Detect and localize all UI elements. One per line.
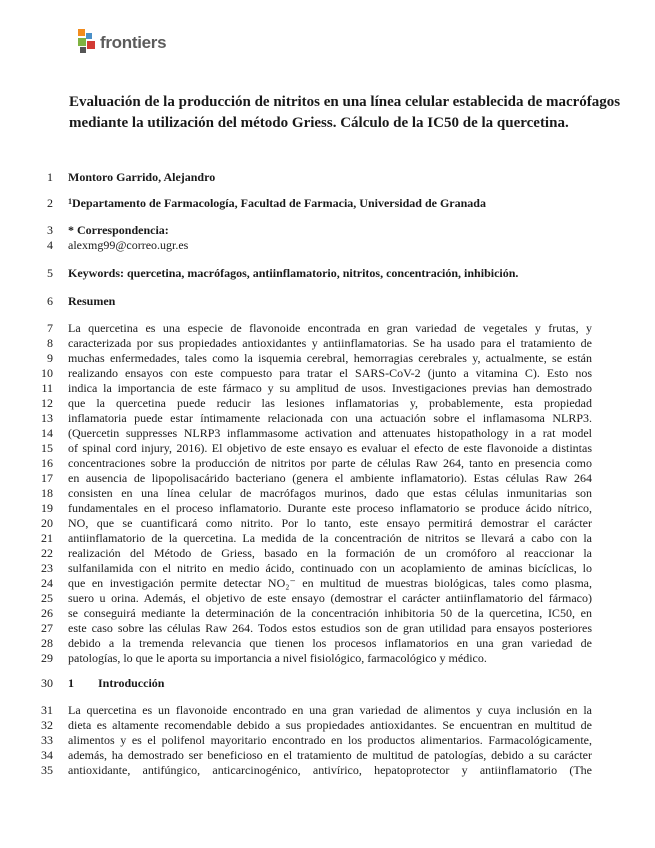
line-number: 8 (47, 336, 53, 350)
abstract-line: en ausencia de lipopolisacárido bacteriano (genera el ambiente inflamatorio). Estas células Raw 264 (68, 471, 592, 485)
abstract-line: of spinal cord injury, 2016). El objetivo de este ensayo es evaluar el efecto de este flavonoide a distintas (68, 441, 592, 455)
line-number: 30 (41, 676, 53, 690)
abstract-line: este caso sobre las células Raw 264. Todos estos estudios son de gran utilidad para ensayos posteriores (68, 621, 592, 635)
line-number: 12 (41, 396, 53, 410)
line-number: 19 (41, 501, 53, 515)
line-number: 6 (47, 294, 53, 308)
line-number: 31 (41, 703, 53, 717)
line-number: 9 (47, 351, 53, 365)
correspondence-label: * Correspondencia: (68, 223, 169, 237)
intro-line: dieta es altamente recomendable debido a sus propiedades antioxidantes. Se encuentran en multitud de (68, 718, 592, 732)
line-number: 23 (41, 561, 53, 575)
affiliation-mark: 1 (68, 197, 72, 206)
abstract-line: patologías, lo que le aporta su importancia a nivel fisiológico, farmacológico y médico. (68, 651, 487, 665)
line-number: 10 (41, 366, 53, 380)
abstract-line: muchas enfermedades, tales como la isquemia cerebral, hemorragias cerebrales y, actualmente, se están (68, 351, 592, 365)
line-number: 1 (47, 170, 53, 184)
abstract-line: caracterizada por sus propiedades antioxidantes y antiinflamatorias. Se ha usado para el tratamiento de (68, 336, 592, 350)
abstract-line: concentraciones sobre la producción de nitritos por parte de células Raw 264, tanto en presencia como (68, 456, 592, 470)
line-number: 5 (47, 266, 53, 280)
line-number: 20 (41, 516, 53, 530)
section-heading (68, 676, 592, 690)
abstract-line: debido a la tremenda relevancia que tienen los procesos inflamatorios en una gran variedad de (68, 636, 592, 650)
line-number: 27 (41, 621, 53, 635)
intro-line: además, ha demostrado ser beneficioso en el tratamiento de multitud de patologías, debido a su carácter (68, 748, 592, 762)
line-number: 22 (41, 546, 53, 560)
line-number: 14 (41, 426, 53, 440)
line-number: 21 (41, 531, 53, 545)
abstract-line: consisten en una línea celular de macrófagos murinos, dado que estas células inmunitarias son (68, 486, 592, 500)
intro-line: antioxidante, antifúngico, anticarcinogénico, antivírico, hepatoprotector y antiinflamatorio (The (68, 763, 592, 777)
line-number: 35 (41, 763, 53, 777)
line-number: 26 (41, 606, 53, 620)
affiliation-text: Departamento de Farmacología, Facultad de Farmacia, Universidad de Granada (72, 196, 486, 210)
abstract-line: sulfanilamida con el nitrito en medio ácido, continuado con un acoplamiento de aminas bicíclicas, lo (68, 561, 592, 575)
abstract-line: que en investigación permite detectar NO₂⁻ en multitud de muestras biológicas, tales como plasma, (68, 576, 592, 590)
logo-text: frontiers (100, 33, 167, 52)
line-number: 25 (41, 591, 53, 605)
abstract-line: indica la importancia de este fármaco y su amplitud de usos. Investigaciones previas han demostrado (68, 381, 592, 395)
line-number: 17 (41, 471, 53, 485)
abstract-line: La quercetina es una especie de flavonoide encontrada en gran variedad de vegetales y frutas, y (68, 321, 592, 335)
paper-title: Evaluación de la producción de nitritos en una línea celular establecida de macrófagos mediante la utilización del método Griess. Cálculo de la IC50 de la quercetina. (69, 94, 621, 131)
abstract-line: inflamatoria puede estar íntimamente relacionada con una actuación sobre el inflamasoma NLRP3. (68, 411, 592, 425)
abstract-line: NO, que se cuantificará como nitrito. Por lo tanto, este ensayo permitirá demostrar el carácter (68, 516, 592, 530)
line-number: 29 (41, 651, 53, 665)
line-number: 7 (47, 321, 53, 335)
resumen-heading: Resumen (68, 294, 116, 308)
abstract-line: antiinflamatorio de la quercetina. La medida de la concentración de nitritos se llevará a cabo con la (68, 531, 592, 545)
line-number: 34 (41, 748, 53, 762)
intro-line: La quercetina es un flavonoide encontrado en una gran variedad de alimentos y cuya inclusión en la (68, 703, 592, 717)
line-number: 2 (47, 196, 53, 210)
line-number: 16 (41, 456, 53, 470)
abstract-line: fundamentales en el proceso inflamatorio. Durante este proceso inflamatorio se produce ácido nítrico, (68, 501, 592, 515)
line-number: 13 (41, 411, 53, 425)
abstract-line: se conseguirá mediante la determinación de la concentración inhibitoria 50 de la quercetina, IC50, en (68, 606, 592, 620)
frontiers-mark-icon (75, 27, 99, 55)
line-number: 32 (41, 718, 53, 732)
abstract-line: que la quercetina puede reducir las lesiones inflamatorias y, probablemente, esta propiedad (68, 396, 592, 410)
line-number: 24 (41, 576, 53, 590)
line-number: 28 (41, 636, 53, 650)
email-link[interactable]: alexmg99@correo.ugr.es (68, 238, 189, 252)
section-title: Introducción (98, 676, 165, 690)
abstract-line: suero u orina. Además, el objetivo de este ensayo (demostrar el carácter antiinflamatorio del fármaco) (68, 591, 592, 605)
author: Montoro Garrido, Alejandro (68, 170, 216, 184)
intro-line: alimentos y es el polifenol mayoritario encontrado en los productos alimentarios. Farmacológicamente, (68, 733, 592, 747)
keywords: Keywords: quercetina, macrófagos, antiinflamatorio, nitritos, concentración, inhibición. (68, 266, 519, 280)
line-number: 3 (47, 223, 53, 237)
section-number: 1 (68, 676, 74, 690)
abstract-line: realización del Método de Griess, basado en la formación de un cromóforo al reaccionar la (68, 546, 592, 560)
abstract-line: (Quercetin suppresses NLRP3 inflammasome activation and attenuates histopathology in a rat model (68, 426, 592, 440)
line-number: 15 (41, 441, 53, 455)
abstract-line: realizando ensayos con este compuesto para tratar el SARS-CoV-2 (junto a vitamina C). Esto nos (68, 366, 592, 380)
line-number: 18 (41, 486, 53, 500)
line-number: 4 (47, 238, 53, 252)
line-number: 33 (41, 733, 53, 747)
affiliation (68, 196, 592, 210)
line-number: 11 (41, 381, 53, 395)
